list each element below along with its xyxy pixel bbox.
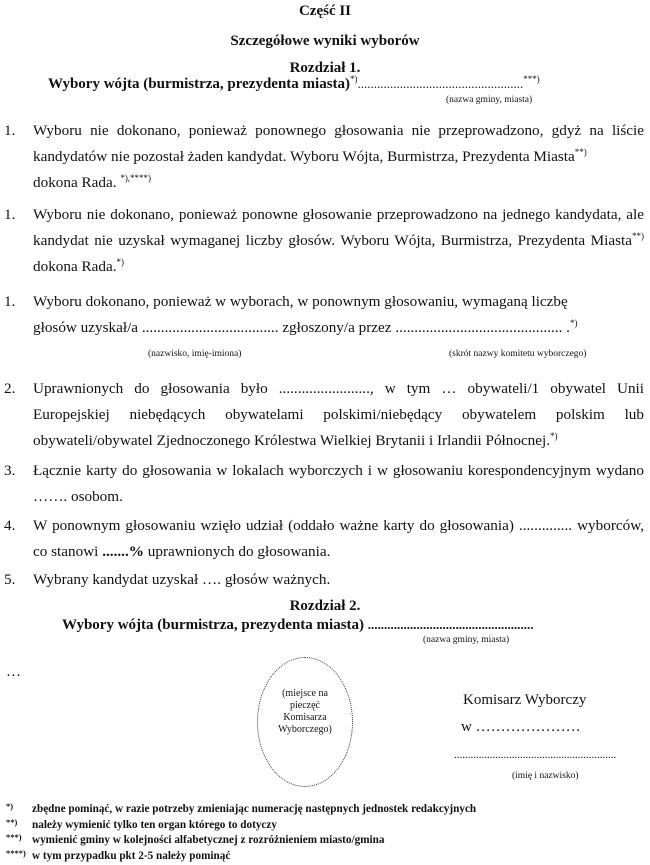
seal-text <box>257 688 353 736</box>
list-item <box>4 289 644 341</box>
list-item <box>4 118 644 196</box>
item-text: głosów uzyskał/a .................................... <box>33 319 279 336</box>
footnote-ref: *) <box>550 430 558 441</box>
chapter2-title-dots: ................................................... <box>367 617 534 632</box>
chapter1-title-dots: ................................................... <box>357 76 524 91</box>
percent-field: .......% <box>102 543 144 560</box>
item-text: zgłoszony/a przez ............................................ . <box>282 319 570 336</box>
list-item <box>4 513 644 565</box>
item-number: 2. <box>4 380 16 397</box>
item-text: Łącznie karty do głosowania w lokalach wyborczych i w głosowaniu korespondencyjnym wydano ……. osobom. <box>33 462 644 505</box>
commissioner-caption: (imię i nazwisko) <box>512 771 579 781</box>
chapter2-caption: (nazwa gminy, miasta) <box>423 635 510 645</box>
item-number: 3. <box>4 462 16 479</box>
item-text: W ponownym głosowaniu wzięło udział (oddało ważne karty do głosowania) .............. wyborców, co stanowi <box>33 517 644 560</box>
footnote-ref: *) <box>569 317 578 328</box>
list-item <box>4 202 644 280</box>
commissioner-location: w ………………… <box>461 719 581 735</box>
footnote-ref: *) <box>116 256 125 267</box>
item-tail: dokona Rada. <box>33 258 117 275</box>
chapter2-title <box>62 617 534 634</box>
footnote-mark: **) <box>6 817 18 827</box>
footnote-mark: *) <box>6 801 14 811</box>
footnote-ref: **) <box>632 230 644 241</box>
item-text: Wybrany kandydat uzyskał …. głosów ważnych. <box>33 571 331 588</box>
footnote-text: należy wymienić tylko ten organ którego to dotyczy <box>32 819 277 831</box>
item-text: Wyboru dokonano, ponieważ w wyborach, w ponownym głosowaniu, wymaganą liczbę <box>33 293 568 310</box>
item-text: Wyboru nie dokonano, ponieważ ponowne głosowanie przeprowadzono na jednego kandydata, ale kandydat nie uzyskał wymaganej liczby głosów. Wyboru Wójta, Burmistrza, Prezydenta Miasta <box>33 206 644 249</box>
item-text: Uprawnionych do głosowania było ........................, w tym … obywateli/1 obywatel Unii Europejskiej niebędących obywatelami polskimi/niebędący obywatelem polskim lub obywateli/obywatel Zjednoczonego Królestwa Wielkiej Brytanii i Irlandii Północnej. <box>33 380 644 449</box>
item-number: 1. <box>4 293 16 310</box>
footnote-ref: **) <box>574 146 587 157</box>
item-number: 5. <box>4 571 16 588</box>
footnote-text: w tym przypadku pkt 2-5 należy pominąć <box>32 850 231 862</box>
footnote-ref: ***) <box>523 74 540 84</box>
chapter1-title-text: Wybory wójta (burmistrza, prezydenta miasta) <box>48 76 351 92</box>
chapter2-title-text: Wybory wójta (burmistrza, prezydenta miasta) <box>62 617 365 633</box>
list-item <box>4 376 644 454</box>
chapter2-heading: Rozdział 2. <box>289 598 361 614</box>
part-title: Część II <box>298 3 352 19</box>
item-number: 4. <box>4 517 16 534</box>
seal-line: pieczęć <box>290 700 320 711</box>
list-item <box>4 567 644 593</box>
item-text: Wyboru nie dokonano, ponieważ ponownego głosowania nie przeprowadzono, gdyż na liście kandydatów nie pozostał żaden kandydat. Wyboru Wójta, Burmistrza, Prezydenta Miasta <box>33 122 644 165</box>
item-number: 1. <box>4 122 16 139</box>
chapter1-heading: Rozdział 1. <box>289 60 361 76</box>
footnote-mark: ***) <box>6 832 22 842</box>
footnote-text: zbędne pominąć, w razie potrzeby zmieniając numerację następnych jednostek redakcyjnych <box>32 803 477 815</box>
caption-name: (nazwisko, imię-imiona) <box>148 349 242 359</box>
footnote-ref: *),****) <box>120 172 152 183</box>
item-tail: dokona Rada. <box>33 174 117 191</box>
item-text: uprawnionych do głosowania. <box>147 543 331 560</box>
commissioner-signature-line: ........................................................... <box>454 749 617 761</box>
footnote-ref: *) <box>350 74 358 84</box>
seal-line: (miejsce na <box>282 688 328 699</box>
seal-line: Wyborczego) <box>278 724 332 735</box>
footnote-mark: ****) <box>6 848 26 858</box>
item-number: 1. <box>4 206 16 223</box>
commissioner-title: Komisarz Wyborczy <box>463 692 587 708</box>
ellipsis: … <box>6 664 21 680</box>
caption-committee: (skrót nazwy komitetu wyborczego) <box>449 349 587 359</box>
document-title: Szczegółowe wyniki wyborów <box>230 33 420 49</box>
seal-line: Komisarza <box>283 712 327 723</box>
chapter1-title <box>48 76 540 93</box>
list-item <box>4 458 644 510</box>
footnote-text: wymienić gminy w kolejności alfabetycznej z rozróżnieniem miasto/gmina <box>32 834 385 846</box>
chapter1-caption: (nazwa gminy, miasta) <box>446 95 533 105</box>
